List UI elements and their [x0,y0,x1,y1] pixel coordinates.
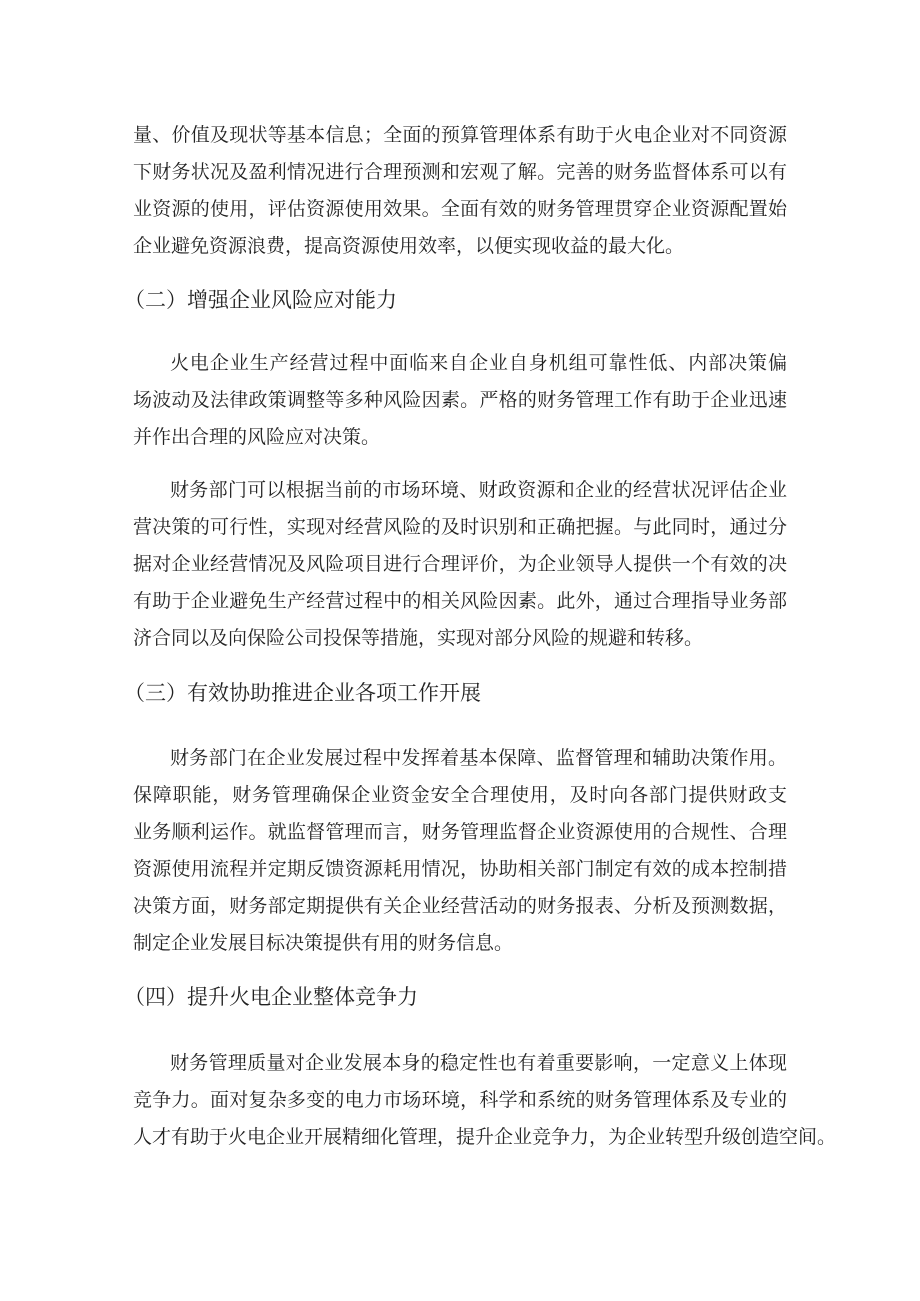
text-line: 下财务状况及盈利情况进行合理预测和宏观了解。完善的财务监督体系可以有 [133,161,787,183]
paragraph [133,345,787,456]
section-heading: （四）提升火电企业整体竞争力 [124,985,418,1009]
text-line: 营决策的可行性，实现对经营风险的及时识别和正确把握。与此同时，通过分 [133,516,787,538]
text-line: 财务管理质量对企业发展本身的稳定性也有着重要影响，一定意义上体现 [170,1052,787,1074]
text-line: 量、价值及现状等基本信息；全面的预算管理体系有助于火电企业对不同资源 [133,124,787,146]
section-heading: （三）有效协助推进企业各项工作开展 [124,681,481,705]
paragraph [133,472,787,657]
paragraph [133,740,787,962]
text-line: 企业避免资源浪费，提高资源使用效率，以便实现收益的最大化。 [133,235,685,257]
text-line: 业资源的使用，评估资源使用效果。全面有效的财务管理贯穿企业资源配置始 [133,198,787,220]
text-line: 有助于企业避免生产经营过程中的相关风险因素。此外，通过合理指导业务部 [133,590,787,612]
section-heading: （二）增强企业风险应对能力 [124,288,397,312]
text-line: 财务部门在企业发展过程中发挥着基本保障、监督管理和辅助决策作用。 [170,747,787,769]
paragraph [133,117,787,265]
text-line: 火电企业生产经营过程中面临来自企业自身机组可靠性低、内部决策偏 [170,352,787,374]
text-line: 据对企业经营情况及风险项目进行合理评价，为企业领导人提供一个有效的决 [133,553,787,575]
text-line: 制定企业发展目标决策提供有用的财务信息。 [133,932,514,954]
text-line: 并作出合理的风险应对决策。 [133,426,381,448]
text-line: 资源使用流程并定期反馈资源耗用情况，协助相关部门制定有效的成本控制措 [133,858,787,880]
text-line: 场波动及法律政策调整等多种风险因素。严格的财务管理工作有助于企业迅速 [133,389,787,411]
text-line: 业务顺利运作。就监督管理而言，财务管理监督企业资源使用的合规性、合理 [133,821,787,843]
text-line: 竞争力。面对复杂多变的电力市场环境，科学和系统的财务管理体系及专业的 [133,1089,787,1111]
text-line: 保障职能，财务管理确保企业资金安全合理使用，及时向各部门提供财政支 [133,784,787,806]
text-line: 决策方面，财务部定期提供有关企业经营活动的财务报表、分析及预测数据， [133,895,787,917]
text-line: 财务部门可以根据当前的市场环境、财政资源和企业的经营状况评估企业 [170,479,787,501]
paragraph [133,1045,837,1156]
text-line: 人才有助于火电企业开展精细化管理，提升企业竞争力，为企业转型升级创造空间。 [133,1126,837,1148]
text-line: 济合同以及向保险公司投保等措施，实现对部分风险的规避和转移。 [133,627,704,649]
